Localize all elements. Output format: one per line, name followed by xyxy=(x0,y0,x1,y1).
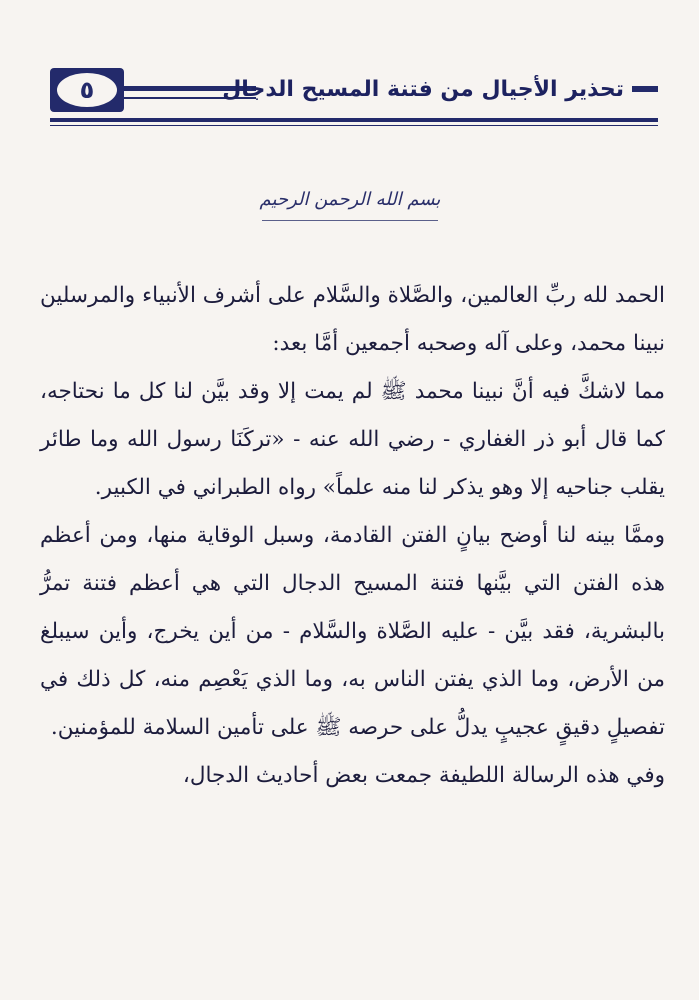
header-bottom-rule xyxy=(50,118,658,122)
page-number-badge xyxy=(50,68,124,112)
running-title: تحذير الأجيال من فتنة المسيح الدجال xyxy=(222,77,624,102)
basmala: بسم الله الرحمن الرحيم xyxy=(259,189,441,210)
header-dash xyxy=(632,86,658,92)
page-header xyxy=(50,68,658,116)
basmala-underline xyxy=(262,220,438,221)
page-number: ٥ xyxy=(57,73,117,107)
paragraph-4: وفي هذه الرسالة اللطيفة جمعت بعض أحاديث الدجال، xyxy=(182,763,665,788)
paragraph-2: مما لاشكَّ فيه أنَّ نبينا محمد ﷺ لم يمت إلا وقد بيَّن لنا كل ما نحتاجه، كما قال أبو ذر الغفاري - رضي الله عنه - «تركَنَا رسول الله وما طائر يقلب جناحيه إلا وهو يذكر لنا منه علماً» رواه الطبراني في الكبير. xyxy=(40,379,665,500)
header-bottom-rule-thin xyxy=(50,125,658,126)
paragraph-3: وممَّا بينه لنا أوضح بيانٍ الفتن القادمة، وسبل الوقاية منها، ومن أعظم هذه الفتن التي بيَّنها فتنة المسيح الدجال التي هي أعظم فتنة تمرُّ بالبشرية، فقد بيَّن - عليه الصَّلاة والسَّلام - من أين يخرج، وأين سيبلغ من الأرض، وما الذي يفتن الناس به، وما الذي يَعْصِم منه، كل ذلك في تفصيلٍ دقيقٍ عجيبٍ يدلُّ على حرصه ﷺ على تأمين السلامة للمؤمنين. xyxy=(40,523,665,740)
paragraph-1: الحمد لله ربِّ العالمين، والصَّلاة والسَّلام على أشرف الأنبياء والمرسلين نبينا محمد، وعلى آله وصحبه أجمعين أمَّا بعد: xyxy=(40,283,665,356)
body-text xyxy=(40,272,665,800)
